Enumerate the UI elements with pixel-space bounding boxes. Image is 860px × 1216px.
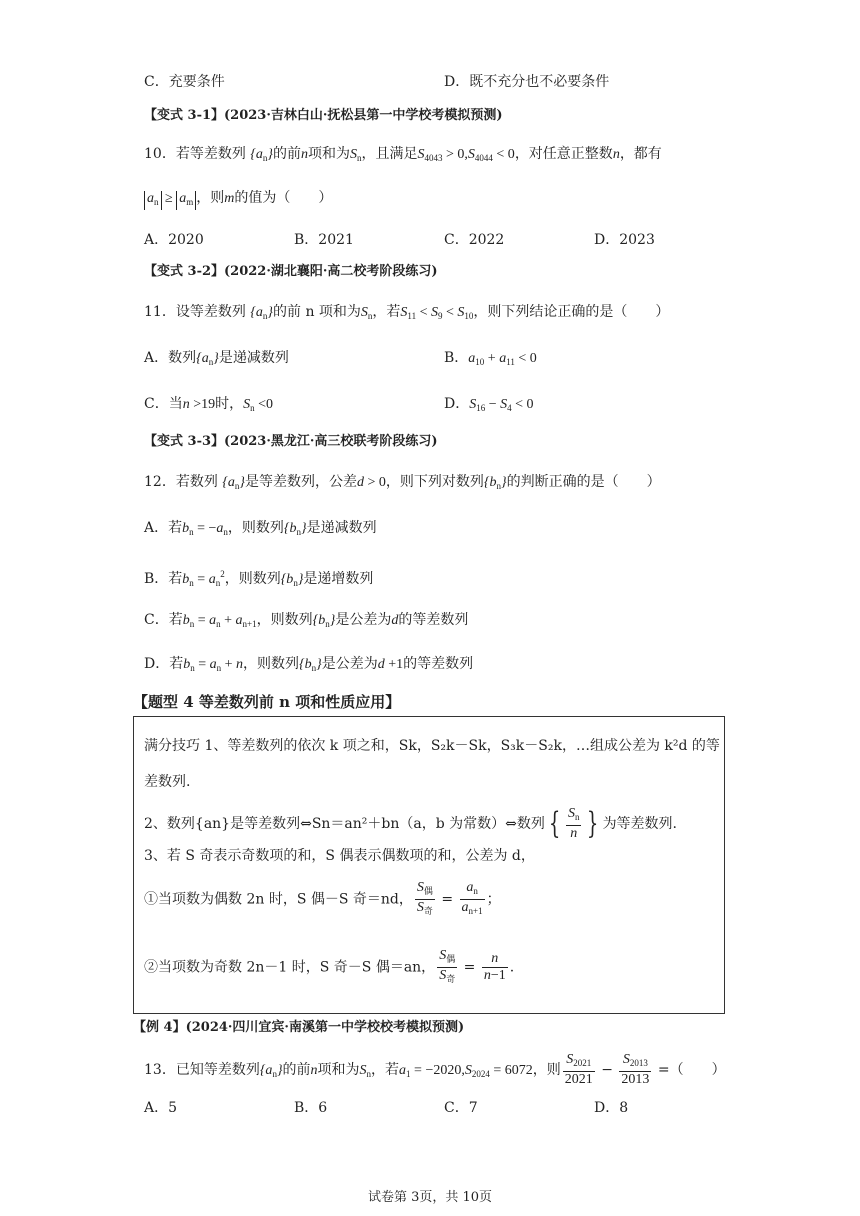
question-12: 12．若数列 $\{a_n\}$是等差数列，公差d > 0，则下列对数列$\{b_n\}$的判断正确的是（ ） [144, 474, 661, 491]
tip-line-6: ②当项数为奇数 2n－1 时，S 奇－S 偶＝an， $\frac{S_偶}{S_奇}$ = $\frac{n}{n-1}$ . [144, 948, 515, 984]
q13-option-a: A．5 [144, 1100, 178, 1116]
tip-line-4: 3、若 S 奇表示奇数项的和，S 偶表示偶数项的和，公差为 d， [144, 848, 535, 864]
q12-option-c: C．若$b_n = a_n + a_{n+1}$，则数列$\{b_n\}$是公差为d的等差数列 [144, 612, 469, 629]
q12-option-d: D．若$b_n = a_n + n$，则数列$\{b_n\}$是公差为d +1的等差数列 [144, 656, 474, 673]
q10-option-b: B．2021 [294, 232, 354, 248]
example-4-heading: 【例 4】(2024·四川宜宾·南溪第一中学校校考模拟预测) [133, 1020, 465, 1035]
variant-3-2-heading: 【变式 3-2】(2022·湖北襄阳·高二校考阶段练习) [144, 264, 438, 279]
q11-option-a: A．数列$\{a_n\}$是递减数列 [144, 350, 289, 367]
tip-line-5: ①当项数为偶数 2n 时，S 偶－S 奇＝nd， $\frac{S_偶}{S_奇}$ = $\frac{a_n}{a_{n+1}}$ ； [144, 880, 501, 916]
q9-option-d: D．既不充分也不必要条件 [444, 74, 610, 90]
q13-option-d: D．8 [594, 1100, 629, 1116]
tip-line-2: 差数列. [144, 774, 191, 790]
section-heading: 【题型 4 等差数列前 n 项和性质应用】 [133, 693, 401, 711]
q10-option-d: D．2023 [594, 232, 655, 248]
variant-3-3-heading: 【变式 3-3】(2023·黑龙江·高三校联考阶段练习) [144, 434, 438, 449]
q12-option-a: A．若$b_n = -a_n$，则数列$\{b_n\}$是递减数列 [144, 520, 377, 537]
page-footer: 试卷第 3页，共 10页 [367, 1190, 493, 1205]
tip-line-3: 2、数列{an}是等差数列⇔Sn＝an²＋bn（a，b 为常数）⇔数列 { $\frac{S_n}{n}$ } 为等差数列. [144, 806, 678, 841]
question-13: 13．已知等差数列$\{a_n\}$的前n项和为$S_n$，若$a_1 = -2020,S_{2024} = 6072$，则 $\frac{S_{2021}}{2021}$ − $\frac{S_{2013}}{2013}$ =（ ） [144, 1052, 726, 1087]
q10-option-a: A．2020 [144, 232, 204, 248]
q9-option-c: C．充要条件 [144, 74, 225, 90]
q13-option-c: C．7 [444, 1100, 478, 1116]
q10-option-c: C．2022 [444, 232, 505, 248]
q11-option-b: B．$a_{10} + a_{11} < 0$ [444, 350, 537, 367]
tip-line-1: 满分技巧 1、等差数列的依次 k 项之和，Sk，S₂k－Sk，S₃k－S₂k，…组成公差为 k²d 的等 [144, 738, 720, 754]
q13-option-b: B．6 [294, 1100, 328, 1116]
q11-option-d: D．$S_{16} - S_4 < 0$ [444, 396, 534, 413]
question-11: 11．设等差数列 $\{a_n\}$的前 n 项和为$S_n$，若$S_{11} < S_9 < S_{10}$，则下列结论正确的是（ ） [144, 304, 670, 321]
q11-option-c: C．当n >19时，$S_n <0$ [144, 396, 274, 413]
question-10-cont: $a_n \ge a_m$ ，则m的值为（ ） [144, 188, 332, 210]
question-10: 10．若等差数列 $\{a_n\}$的前n项和为$S_n$，且满足$S_{4043} > 0,S_{4044} < 0$，对任意正整数n，都有 [144, 146, 662, 163]
variant-3-1-heading: 【变式 3-1】(2023·吉林白山·抚松县第一中学校考模拟预测) [144, 108, 503, 123]
q12-option-b: B．若$b_n = a_n^2$，则数列$\{b_n\}$是递增数列 [144, 569, 374, 588]
